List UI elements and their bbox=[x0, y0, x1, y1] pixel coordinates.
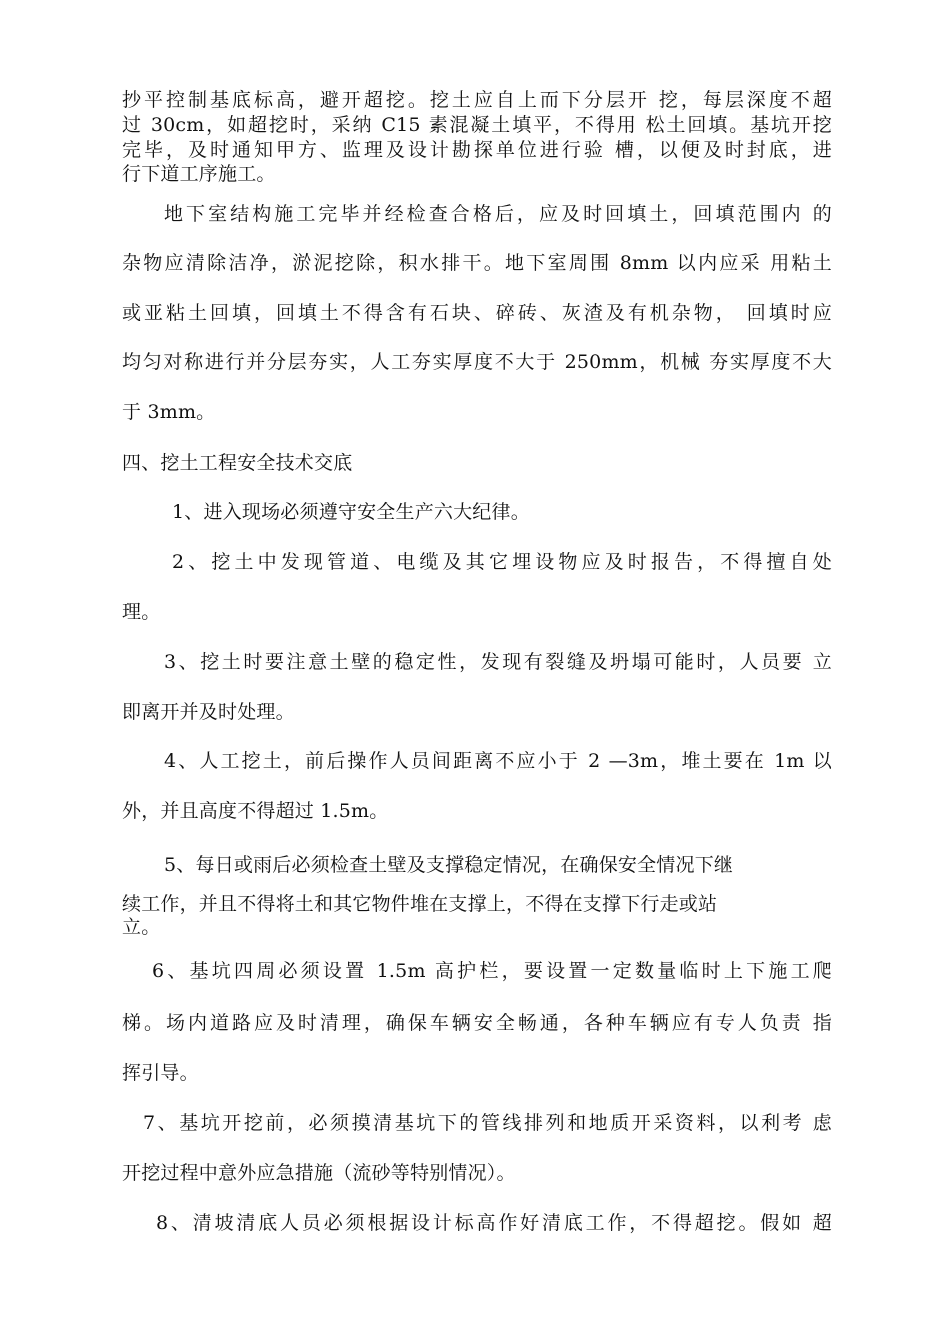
item-7-line-2: 开挖过程中意外应急措施（流砂等特别情况）。 bbox=[122, 1162, 516, 1184]
item-5-line-2: 续工作，并且不得将土和其它物件堆在支撑上，不得在支撑下行走或站 bbox=[122, 893, 718, 915]
item-8-line-1: 8、清坡清底人员必须根据设计标高作好清底工作，不得超挖。假如 超 bbox=[156, 1212, 832, 1234]
backfill-line-1: 地下室结构施工完毕并经检查合格后，应及时回填土，回填范围内 的 bbox=[164, 203, 832, 225]
backfill-line-3: 或亚粘土回填，回填土不得含有石块、碎砖、灰渣及有机杂物， 回填时应 bbox=[122, 302, 832, 324]
backfill-line-5: 于 3mm。 bbox=[122, 401, 216, 423]
intro-line-1: 抄平控制基底标高，避开超挖。挖土应自上而下分层开 挖，每层深度不超 bbox=[122, 89, 832, 111]
item-6-line-1: 6、基坑四周必须设置 1.5m 高护栏，要设置一定数量临时上下施工爬 bbox=[152, 960, 832, 982]
item-2-line-1: 2、挖土中发现管道、电缆及其它埋设物应及时报告，不得擅自处 bbox=[172, 551, 832, 573]
item-3-line-1: 3、挖土时要注意土壁的稳定性，发现有裂缝及坍塌可能时，人员要 立 bbox=[164, 651, 832, 673]
backfill-line-2: 杂物应清除洁净，淤泥挖除，积水排干。地下室周围 8mm 以内应采 用粘土 bbox=[122, 252, 832, 274]
item-5-line-3: 立。 bbox=[122, 916, 161, 938]
item-7-line-1: 7、基坑开挖前，必须摸清基坑下的管线排列和地质开采资料，以利考 虑 bbox=[143, 1112, 832, 1134]
item-6-line-2: 梯。场内道路应及时清理，确保车辆安全畅通，各种车辆应有专人负责 指 bbox=[122, 1012, 832, 1034]
item-1-line-1: 1、进入现场必须遵守安全生产六大纪律。 bbox=[172, 501, 530, 523]
item-4-line-1: 4、人工挖土，前后操作人员间距离不应小于 2 —3m，堆土要在 1m 以 bbox=[164, 750, 832, 772]
section-heading: 四、挖土工程安全技术交底 bbox=[122, 452, 353, 474]
intro-line-2: 过 30cm，如超挖时，采纳 C15 素混凝土填平，不得用 松土回填。基坑开挖 bbox=[122, 114, 832, 136]
item-2-line-2: 理。 bbox=[122, 601, 161, 623]
backfill-line-4: 均匀对称进行并分层夯实，人工夯实厚度不大于 250mm，机械 夯实厚度不大 bbox=[122, 351, 832, 373]
item-4-line-2: 外，并且高度不得超过 1.5m。 bbox=[122, 800, 389, 822]
item-6-line-3: 挥引导。 bbox=[122, 1062, 199, 1084]
intro-line-3: 完毕，及时通知甲方、监理及设计勘探单位进行验 槽，以便及时封底，进 bbox=[122, 139, 832, 161]
item-5-line-1: 5、每日或雨后必须检查土壁及支撑稳定情况，在确保安全情况下继 bbox=[164, 854, 734, 876]
intro-line-4: 行下道工序施工。 bbox=[122, 163, 276, 185]
item-3-line-2: 即离开并及时处理。 bbox=[122, 701, 295, 723]
